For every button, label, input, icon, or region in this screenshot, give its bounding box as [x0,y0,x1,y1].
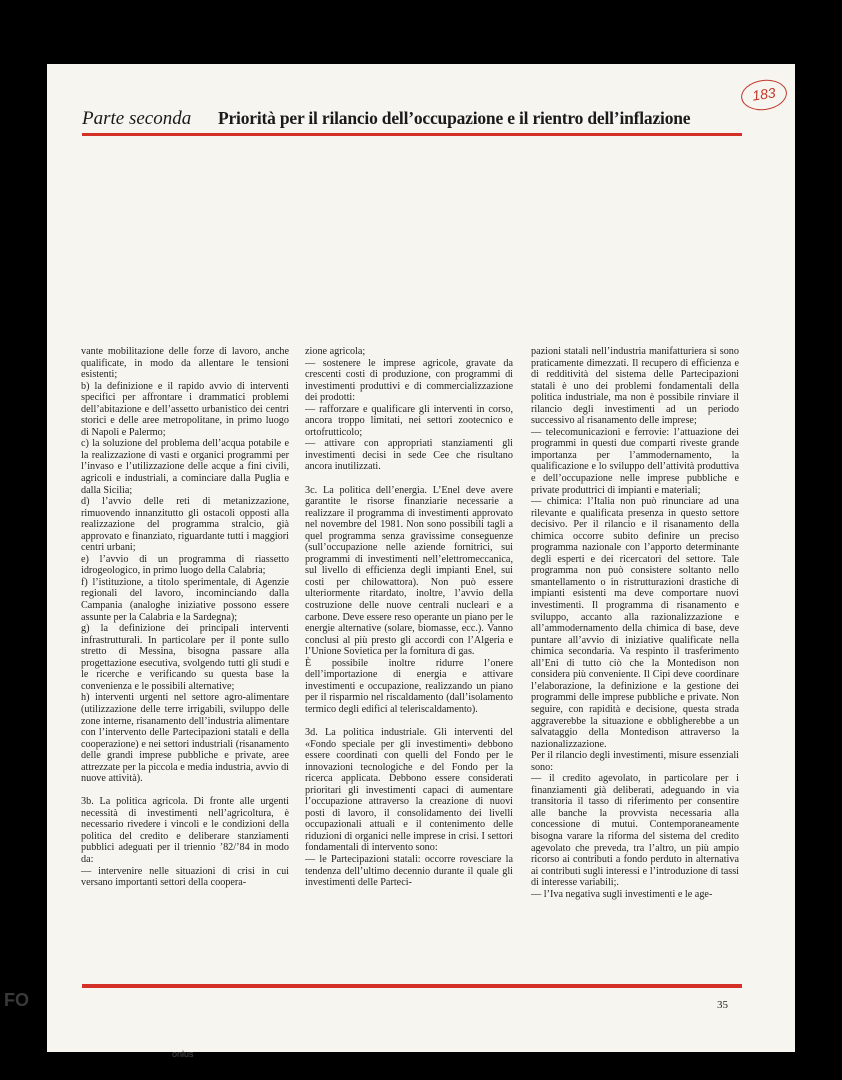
paragraph: — intervenire nelle situazioni di crisi in cui versano importanti settori della coopera- [81,865,289,889]
archive-stamp: 183 [739,77,789,113]
paragraph: — l’Iva negativa sugli investimenti e le age- [531,888,713,900]
paragraph: Per il rilancio degli investimenti, misure essenziali sono: [531,750,739,773]
paragraph: c) la soluzione del problema dell’acqua potabile e la realizzazione di vasti e organici programmi per l’invaso e l’utilizzazione delle acque a fini civili, agricoli e industriali, a cominciare dalla Puglia e dalla Sicilia; [81,438,289,496]
section-label: Parte seconda [82,108,192,129]
paragraph: 3b. La politica agricola. Di fronte alle urgenti necessità di investimenti nell’agricoltura, è necessario rivedere i vincoli e le condizioni della politica del credito e deliberare stanziamenti pubblici adeguati per il triennio ’82/’84 in modo da: [81,796,289,866]
text-column-3 [531,346,739,986]
paragraph: — rafforzare e qualificare gli interventi in corso, ancora troppo limitati, nei settori zootecnico e ortofrutticolo; [305,403,513,438]
paragraph: — le Partecipazioni statali: occorre rovesciare la tendenza dell’ultimo decennio durante il quale gli investimenti delle Parteci- [305,853,513,889]
paragraph: — telecomunicazioni e ferrovie: l’attuazione dei programmi in questi due comparti riveste grande importanza per l’ammodernamento, la qualificazione e lo sviluppo dell’attività produttiva e dell’occupazione nelle imprese pubbliche e private produttrici di impianti e materiali; [531,426,739,496]
paragraph: È possibile inoltre ridurre l’onere dell’importazione di energia e attivare investimenti e occupazione, realizzando un piano per il risparmio nel riscaldamento (dall’isolamento termico degli edifici al teleriscaldamento). [305,657,513,715]
paragraph: 3d. La politica industriale. Gli interventi del «Fondo speciale per gli investimenti» debbono essere coordinati con quelli del Fondo per le innovazioni tecnologiche e del Fondo per la ricerca applicata. Debbono essere considerati prioritari gli investimenti capaci di aumentare l’occupazione attraverso la creazione di nuovi posti di lavoro, il consolidamento dei livelli occupazionali attuali e il contenimento delle riduzioni di organici nelle imprese in crisi. I settori fondamentali di intervento sono: [305,726,513,854]
paragraph: — chimica: l’Italia non può rinunciare ad una rilevante e qualificata presenza in questo settore decisivo. Per il rilancio e il risanamento della chimica occorre subito definire un preciso programma nazionale con l’apporto determinante degli esperti e dei ricercatori del settore. Tale programma non può consistere soltanto nello smantellamento o in ristrutturazioni drastiche di impianti esistenti ma deve comportare nuovi investimenti. Il programma di risanamento e sviluppo, accanto alla razionalizzazione e all’ammodernamento della chimica di base, deve puntare all’avvio di iniziative qualificate nella chimica secondaria. Va respinto il trasferimento all’Eni di tutto ciò che la Montedison non considera più conveniente. Il Cipi deve coordinare l’elaborazione, la definizione e la gestione dei programmi delle imprese pubbliche e private. Non seguire, con rapidità e decisione, questa strada aggraverebbe la situazione e obbligherebbe a un salvataggio della Montedison attraverso la nazionalizzazione. [531,496,739,750]
paragraph: — attivare con appropriati stanziamenti gli investimenti decisi in sede Cee che risultano ancora inutilizzati. [305,438,513,473]
watermark-subtext: onlus [172,1049,194,1059]
paragraph: 3c. La politica dell’energia. L’Enel deve avere garantite le risorse finanziarie necessarie a realizzare il programma di investimenti approvato nel novembre del 1981. Non sono possibili tagli a quel programma senza gravissime conseguenze (sull’occupazione nelle aziende fornitrici, sui programmi di investimenti nell’elettromeccanica, sul livello di efficienza degli impianti Enel, sui costi per chilowattora). Non può essere ulteriormente ritardato, inoltre, l’avvio della costruzione delle nuove centrali nucleari e a carbone. Deve essere reso operante un piano per le energie alternative (solare, biomasse, ecc.). Vanno conclusi al più presto gli accordi con l’Algeria e l’Unione Sovietica per la fornitura di gas. [305,484,513,658]
paragraph: — sostenere le imprese agricole, gravate da crescenti costi di produzione, con programmi di investimenti produttivi e di commercializzazione dei prodotti: [305,357,513,404]
paragraph: h) interventi urgenti nel settore agro-alimentare (utilizzazione delle terre irrigabili, sviluppo delle zone interne, risanamento dell’industria alimentare con l’intervento delle Partecipazioni statali e della cooperazione) e nei settori industriali (risanamento delle grandi imprese pubbliche e private, aree attrezzate per la piccola e media industria, avvio di nuove attività). [81,692,289,785]
page-number: 35 [717,999,728,1011]
paragraph: d) l’avvio delle reti di metanizzazione, rimuovendo innanzitutto gli ostacoli opposti alla realizzazione del programma stralcio, già approvato e finanziato, riguardante tutti i maggiori centri urbani; [81,496,289,554]
paragraph: — il credito agevolato, in particolare per i finanziamenti già deliberati, adeguando in via transitoria il tasso di riferimento per consentire alle banche la provvista necessaria alla concessione di mutui. Contemporaneamente bisogna varare la riforma del sistema del credito agevolato che preveda, tra l’altro, un più ampio ricorso ai contributi a fondo perduto in alternativa ai contributi sugli interessi e l’introduzione di tassi di interesse variabili;. [531,773,739,889]
header-rule [82,133,742,136]
paragraph: zione agricola; [305,346,366,357]
paragraph: b) la definizione e il rapido avvio di interventi specifici per affrontare i drammatici problemi dell’abitazione e dell’assetto urbanistico dei centri storici e delle aree metropolitane, in primo luogo di Napoli e Palermo; [81,380,289,438]
page-header [82,108,742,132]
page-title: Priorità per il rilancio dell’occupazione e il rientro dell’inflazione [218,108,691,128]
text-column-1 [81,346,289,986]
paragraph: e) l’avvio di un programma di riassetto idrogeologico, in primo luogo della Calabria; [81,553,289,577]
paragraph: g) la definizione dei principali interventi infrastrutturali. In particolare per il ponte sullo stretto di Messina, bisogna passare alla progettazione esecutiva, svolgendo tutti gli studi e le ricerche e verificando su questa base la convenienza e le possibili alternative; [81,623,289,692]
text-column-2 [305,346,513,986]
paragraph: f) l’istituzione, a titolo sperimentale, di Agenzie regionali del lavoro, incominciando dalla Campania (analoghe iniziative possono essere assunte per la Calabria e la Sardegna); [81,576,289,623]
footer-rule [82,984,742,988]
paragraph: vante mobilitazione delle forze di lavoro, anche qualificate, in modo da allentare le tensioni esistenti; [81,346,289,381]
document-page [47,64,795,1052]
paragraph: pazioni statali nell’industria manifatturiera si sono praticamente dimezzati. Il recupero di efficienza e di redditività del sistema delle Partecipazioni statali è uno dei problemi fondamentali della politica industriale, ma non è possibile rinviare il rilancio degli investimenti ad un periodo successivo al risanamento delle imprese; [531,346,739,427]
watermark-logo: FO [4,990,29,1010]
